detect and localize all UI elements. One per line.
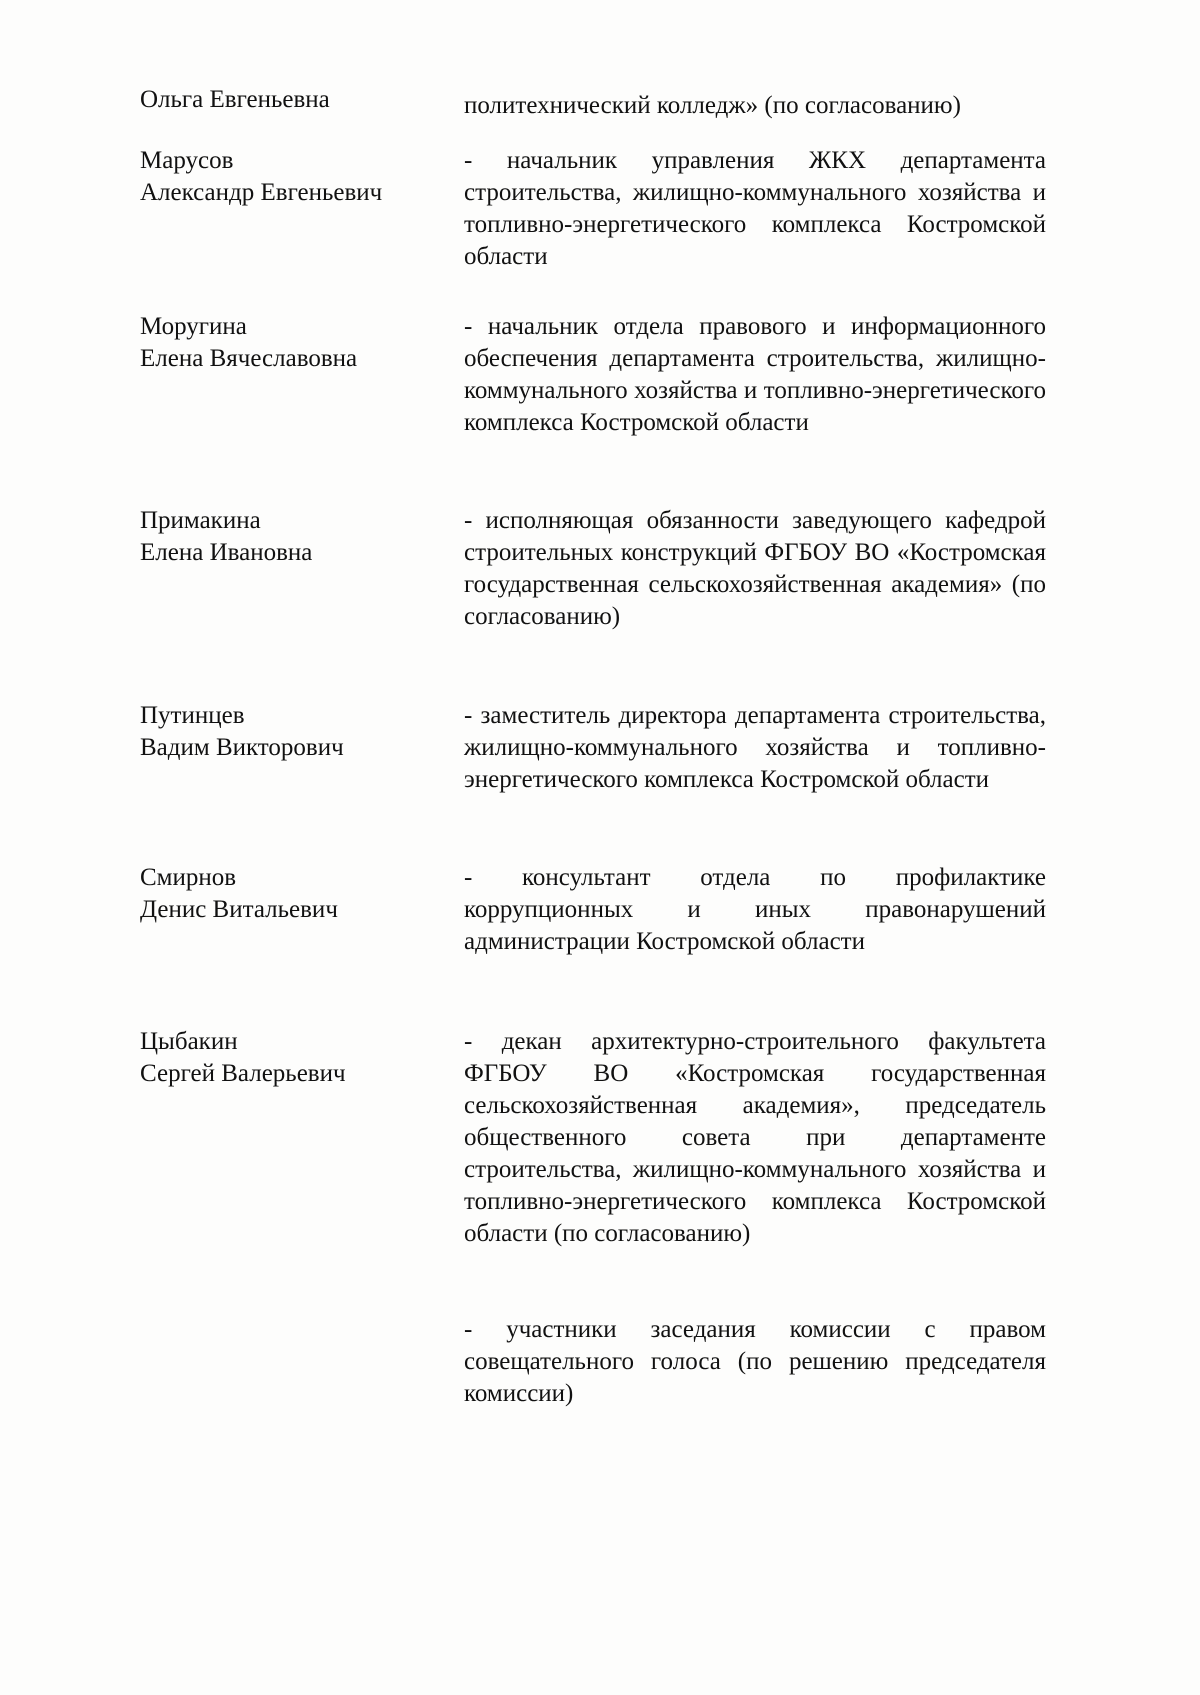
member-description: - исполняющая обязанности заведующего кафедрой строительных конструкций ФГБОУ ВО «Костромская государственная сельскохозяйственная академия» (по согласованию) (464, 507, 1046, 630)
member-name: Примакина Елена Ивановна (140, 507, 313, 566)
member-description: - декан архитектурно-строительного факультета ФГБОУ ВО «Костромская государственная сельскохозяйственная академия», председатель общественного совета при департаменте строительства, жилищно-коммунального хозяйства и топливно-энергетического комплекса Костромской области (по согласованию) (464, 1028, 1046, 1247)
advisory-participants-note: - участники заседания комиссии с правом совещательного голоса (по решению председателя комиссии) (464, 1316, 1046, 1407)
member-description: - консультант отдела по профилактике коррупционных и иных правонарушений администрации Костромской области (464, 864, 1046, 955)
member-description: - начальник управления ЖКХ департамента строительства, жилищно-коммунального хозяйства и топливно-энергетического комплекса Костромской области (464, 147, 1046, 270)
member-name: Ольга Евгеньевна (140, 86, 330, 113)
member-name: Моругина Елена Вячеславовна (140, 313, 358, 372)
member-name: Марусов Александр Евгеньевич (140, 147, 383, 206)
member-description: - заместитель директора департамента строительства, жилищно-коммунального хозяйства и топливно-энергетического комплекса Костромской области (464, 702, 1046, 793)
member-name: Путинцев Вадим Викторович (140, 702, 344, 761)
member-description: - начальник отдела правового и информационного обеспечения департамента строительства, жилищно-коммунального хозяйства и топливно-энергетического комплекса Костромской области (464, 313, 1046, 436)
member-name: Цыбакин Сергей Валерьевич (140, 1028, 346, 1087)
member-description: политехнический колледж» (по согласованию) (464, 92, 961, 119)
member-name: Смирнов Денис Витальевич (140, 864, 338, 923)
